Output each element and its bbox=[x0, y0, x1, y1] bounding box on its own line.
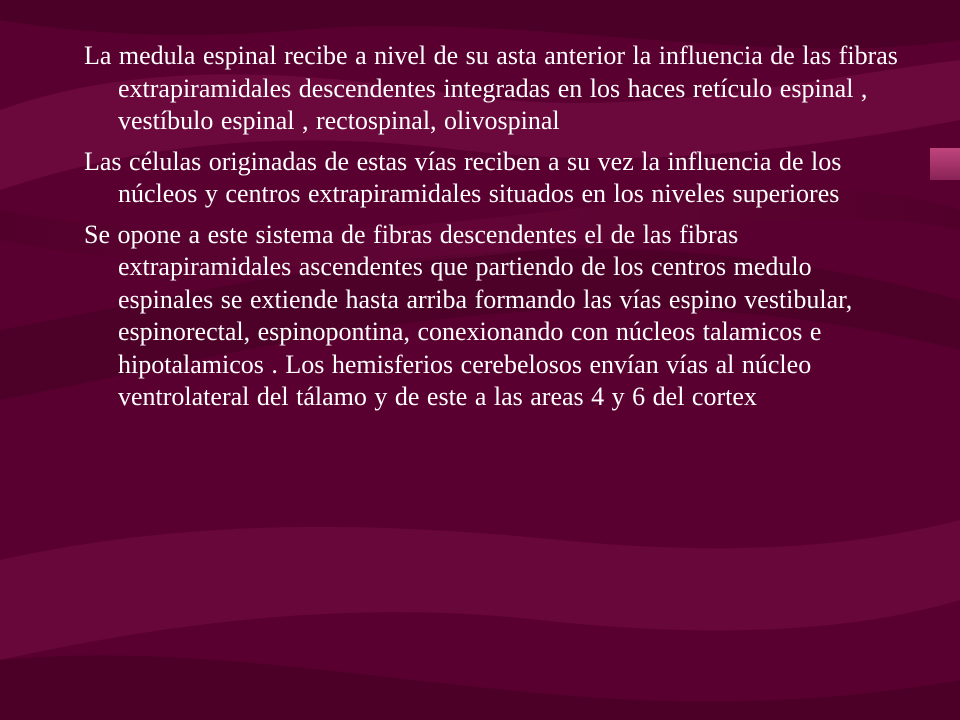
slide-body bbox=[84, 40, 904, 422]
paragraph-3: Se opone a este sistema de fibras descendentes el de las fibras extrapiramidales ascendentes que partiendo de los centros medulo espinales se extiende hasta arriba formando las vías espino vestibular, espinorectal, espinopontina, conexionando con núcleos talamicos e hipotalamicos . Los hemisferios cerebelosos envían vías al núcleo ventrolateral del tálamo y de este a las areas 4 y 6 del cortex bbox=[84, 219, 853, 411]
paragraph-1: La medula espinal recibe a nivel de su asta anterior la influencia de las fibras extrapiramidales descendentes integradas en los haces retículo espinal , vestíbulo espinal , rectospinal, olivospinal bbox=[84, 41, 898, 135]
accent-square bbox=[930, 148, 960, 180]
paragraph-2: Las células originadas de estas vías reciben a su vez la influencia de los núcleos y centros extrapiramidales situados en los niveles superiores bbox=[84, 146, 842, 208]
